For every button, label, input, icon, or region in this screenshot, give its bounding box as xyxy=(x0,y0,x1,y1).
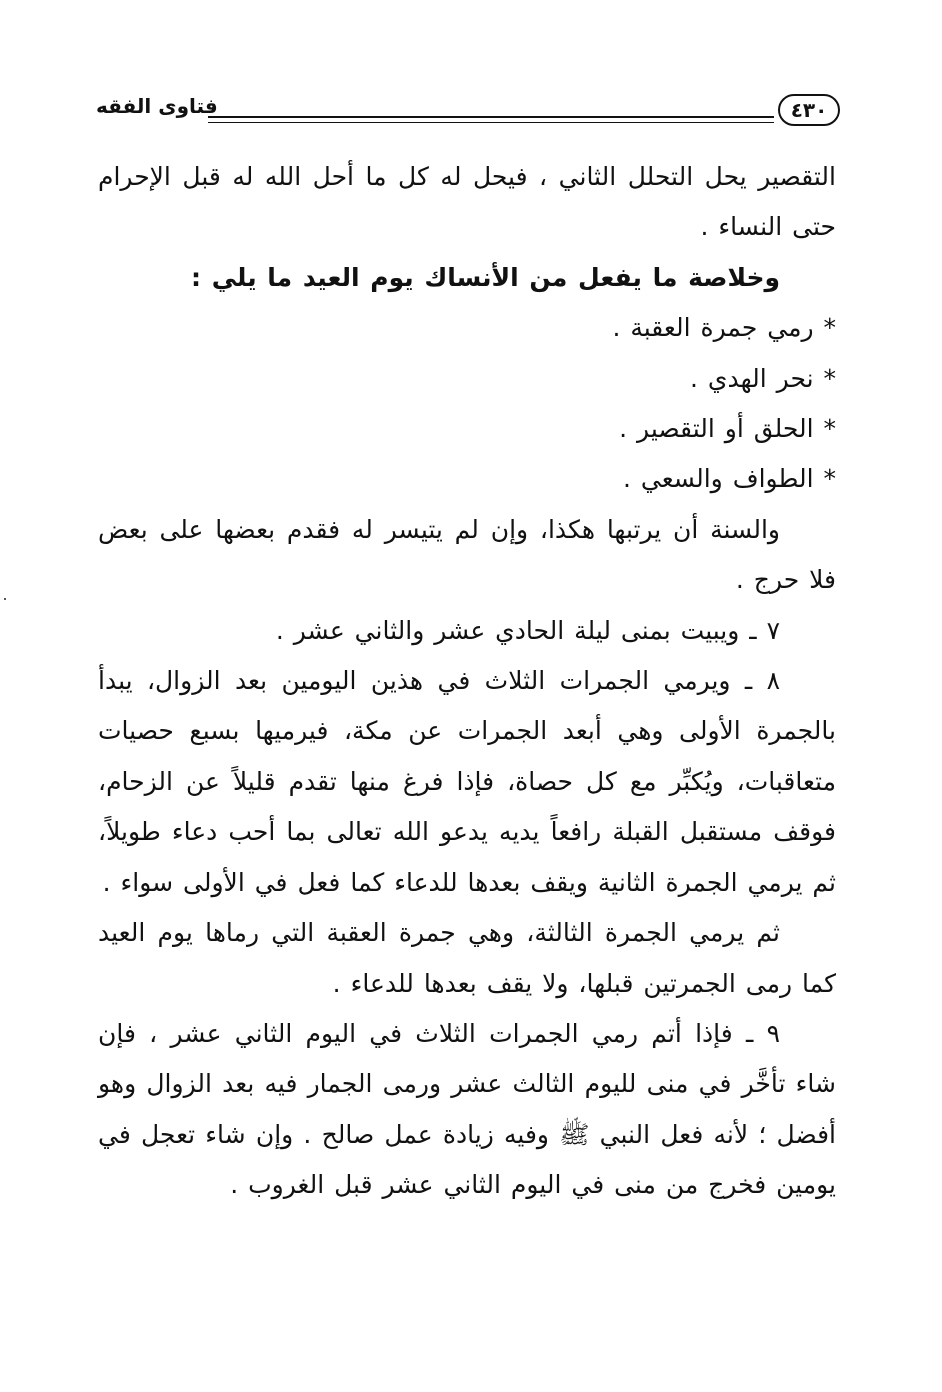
list-item-nahr-hadi: * نحر الهدي . xyxy=(690,363,836,393)
header-rule xyxy=(208,116,774,123)
paragraph-sunnah-order: والسنة أن يرتبها هكذا، وإن لم يتيسر له فقدم بعضها على بعض فلا حرج . xyxy=(98,514,836,595)
paragraph-item-7: ٧ ـ ويبيت بمنى ليلة الحادي عشر والثاني عشر . xyxy=(275,615,780,645)
margin-speck xyxy=(4,598,6,600)
page-body xyxy=(98,152,836,1211)
list-item-tawaf: * الطواف والسعي . xyxy=(623,464,836,494)
page-header xyxy=(96,92,840,132)
paragraph-item-9: ٩ ـ فإذا أتم رمي الجمرات الثلاث في اليوم الثاني عشر ، فإن شاء تأخَّر في منى لليوم الثالث عشر ورمى الجمار فيه بعد الزوال وهو أفضل ؛ لأنه فعل النبي ﷺ وفيه زيادة عمل صالح . وإن شاء تعجل في يومين فخرج من منى في اليوم الثاني عشر قبل الغروب . xyxy=(98,1018,836,1200)
list-item-halq: * الحلق أو التقصير . xyxy=(619,414,836,444)
paragraph-third-jamra: ثم يرمي الجمرة الثالثة، وهي جمرة العقبة التي رماها يوم العيد كما رمى الجمرتين قبلها، ولا يقف بعدها للدعاء . xyxy=(98,918,836,998)
running-title: فتاوى الفقه xyxy=(96,94,218,118)
paragraph-tahallul: التقصير يحل التحلل الثاني ، فيحل له كل ما أحل الله له قبل الإحرام حتى النساء . xyxy=(98,162,836,242)
list-item-jamrat-aqaba: * رمي جمرة العقبة . xyxy=(612,313,836,343)
page-number: ٤٣٠ xyxy=(778,94,840,126)
paragraph-item-8: ٨ ـ ويرمي الجمرات الثلاث في هذين اليومين بعد الزوال، يبدأ بالجمرة الأولى وهي أبعد الجمرات عن مكة، فيرميها بسبع حصيات متعاقبات، ويُكبِّر مع كل حصاة، فإذا فرغ منها تقدم قليلاً عن الزحام، فوقف مستقبل القبلة رافعاً يديه يدعو الله تعالى بما أحب دعاء طويلاً، ثم يرمي الجمرة الثانية ويقف بعدها للدعاء كما فعل في الأولى سواء . xyxy=(98,666,836,897)
summary-heading: وخلاصة ما يفعل من الأنساك يوم العيد ما يلي : xyxy=(191,262,780,292)
